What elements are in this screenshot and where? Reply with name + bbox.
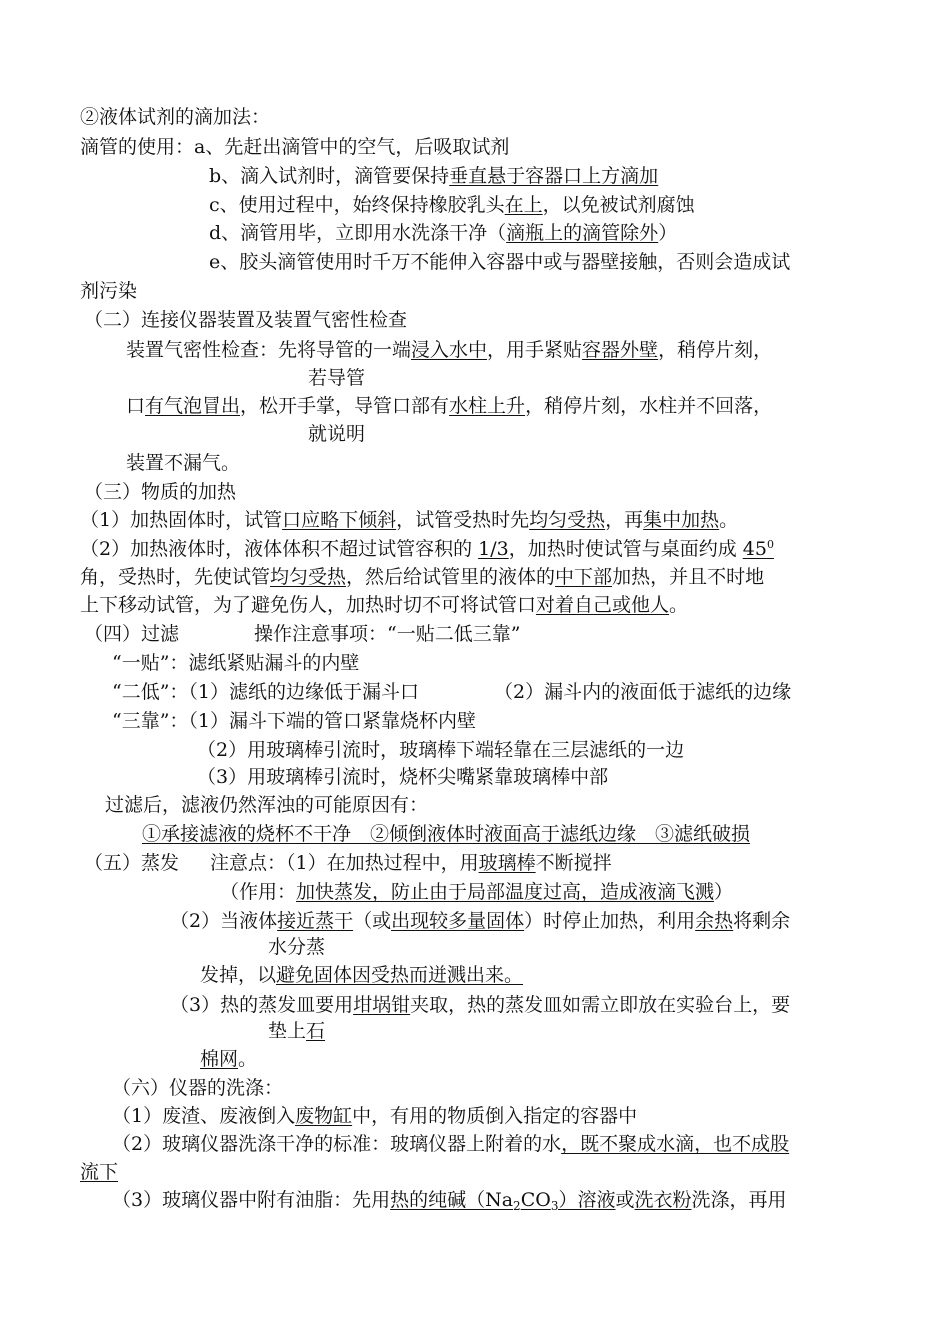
liquid-title (80, 105, 270, 129)
underlined-answer: 余热 (695, 910, 734, 932)
text: d、滴管用毕，立即用水洗涤干净（ (209, 222, 507, 244)
underlined-answer: ，既不聚成水滴，也不成股 (561, 1133, 790, 1155)
text: 就说明 (308, 423, 366, 445)
underlined-answer: 洗衣粉 (634, 1189, 692, 1211)
text: 2 (513, 1199, 521, 1213)
s2-line-1b (308, 366, 365, 390)
text: 上下移动试管，为了避免伤人，加热时切不可将试管口 (80, 594, 537, 616)
s3-line-1 (80, 508, 738, 532)
text: ） (658, 222, 678, 244)
text: e、胶头滴管使用时千万不能伸入容器中或与器壁接触，否则会造成试 (209, 251, 791, 273)
text: 剂污染 (80, 280, 138, 302)
underlined-answer: 棉网 (200, 1048, 239, 1070)
dropper-line-b (209, 164, 658, 188)
s6-line-2b (80, 1160, 118, 1184)
underlined-answer: 均匀受热 (529, 509, 606, 531)
text: 热的纯碱（Na (390, 1189, 514, 1211)
text: ，以免被试剂腐蚀 (542, 194, 695, 216)
text: 若导管 (308, 367, 366, 389)
s2-line-2 (126, 394, 772, 418)
underlined-answer: 容器外壁 (582, 339, 659, 361)
text: 注意点：（1）在加热过程中，用 (210, 852, 479, 874)
section-5-title (84, 851, 179, 875)
text: （2）当液体 (170, 910, 278, 932)
underlined-answer: 废物缸 (295, 1105, 353, 1127)
s4-after (105, 793, 428, 817)
text: 水分蒸 (268, 936, 326, 958)
text: 发掉，以 (200, 964, 277, 986)
section-2-title (84, 308, 407, 332)
text: 。 (238, 1048, 258, 1070)
underlined-answer: 1/3 (478, 538, 509, 560)
text: （或 (353, 910, 392, 932)
underlined-answer (743, 538, 774, 560)
underlined-answer: 坩埚钳 (353, 994, 411, 1016)
s5-line-1 (210, 851, 612, 875)
text: ）溶液 (558, 1189, 616, 1211)
underlined-answer: 口应略下倾斜 (282, 509, 397, 531)
dropper-line-d (209, 221, 677, 245)
section-4-title (84, 622, 179, 646)
text: ）时停止加热，利用 (524, 910, 696, 932)
text: ，再 (605, 509, 644, 531)
text: （2）加热液体时，液体体积不超过试管容积的 (80, 538, 479, 560)
text: 加热，并且不时地 (612, 566, 765, 588)
text: 中，有用的物质倒入指定的容器中 (352, 1105, 638, 1127)
s3-line-2 (80, 537, 774, 561)
text: ，稍停片刻， (658, 339, 773, 361)
text: （3）热的蒸发皿要用 (170, 994, 354, 1016)
text: ，然后给试管里的液体的 (346, 566, 556, 588)
dropper-line-e-cont (80, 279, 137, 303)
s2-line-3 (126, 451, 240, 475)
dropper-line-e (209, 250, 790, 274)
text: “一贴”：滤纸紧贴漏斗的内壁 (112, 652, 360, 674)
underlined-answer (390, 1189, 615, 1211)
s2-line-2b (308, 422, 365, 446)
s4-sankao-3 (197, 765, 608, 789)
text: 。 (719, 509, 739, 531)
s4-reasons (142, 822, 750, 846)
underlined-answer: 避免固体因受热而迸溅出来。 (276, 964, 524, 986)
text: 不断搅拌 (535, 852, 612, 874)
text: 口 (126, 395, 146, 417)
text: （二）连接仪器装置及装置气密性检查 (84, 309, 408, 331)
s4-yitie (112, 651, 359, 675)
s5-line-2 (170, 909, 790, 933)
text: 装置气密性检查：先将导管的一端 (126, 339, 412, 361)
text: “二低”：（1）滤纸的边缘低于漏斗口 (112, 681, 420, 703)
s4-erdi-2 (494, 680, 791, 704)
underlined-answer: 石 (306, 1020, 326, 1042)
text: （作用： (220, 881, 297, 903)
s5-line-3b (268, 1019, 325, 1043)
text: ，用手紧贴 (487, 339, 583, 361)
liquid-title-text: ②液体试剂的滴加法： (80, 106, 271, 128)
underlined-answer: 有气泡冒出 (145, 395, 241, 417)
text: ） (714, 881, 734, 903)
s5-line-3 (170, 993, 790, 1017)
underlined-answer: 水柱上升 (449, 395, 526, 417)
dropper-lead: 滴管的使用： (80, 136, 195, 158)
underlined-answer: 玻璃棒 (478, 852, 536, 874)
text: 垫上 (268, 1020, 307, 1042)
s6-line-3 (112, 1188, 787, 1212)
s5-line-1b (220, 880, 733, 904)
underlined-answer: 对着自己或他人 (536, 594, 670, 616)
text: 0 (766, 538, 774, 551)
underlined-answer: 加快蒸发，防止由于局部温度过高，造成液滴飞溅 (296, 881, 715, 903)
text: （2）漏斗内的液面低于滤纸的边缘 (494, 681, 792, 703)
text: 将剩余 (733, 910, 791, 932)
text: ，稍停片刻，水柱并不回落， (525, 395, 773, 417)
section-6-title (112, 1076, 283, 1100)
text: 洗涤，再用 (691, 1189, 787, 1211)
underlined-answer: 垂直悬于容器口上方滴加 (449, 165, 659, 187)
dropper-item-a: a、先赶出滴管中的空气，后吸取试剂 (194, 136, 510, 158)
s3-line-3 (80, 565, 764, 589)
text: （五）蒸发 (84, 852, 180, 874)
underlined-answer: 在上 (504, 194, 543, 216)
s5-line-3c (200, 1047, 257, 1071)
s3-line-4 (80, 593, 688, 617)
text: 45 (742, 538, 767, 560)
text: ，加热时使试管与桌面约成 (508, 538, 743, 560)
text: 3 (550, 1199, 559, 1213)
text: （2）用玻璃棒引流时，玻璃棒下端轻靠在三层滤纸的一边 (197, 739, 685, 761)
text: “三靠”：（1）漏斗下端的管口紧靠烧杯内壁 (112, 710, 477, 732)
text: （四）过滤 (84, 623, 180, 645)
s4-note (254, 622, 520, 646)
underlined-answer: ①承接滤液的烧杯不干净 ②倾倒液体时液面高于滤纸边缘 ③滤纸破损 (142, 823, 751, 845)
underlined-answer: 均匀受热 (270, 566, 347, 588)
text: （六）仪器的洗涤： (112, 1077, 284, 1099)
underlined-answer: 流下 (80, 1161, 119, 1183)
underlined-answer: 滴瓶上的滴管除外 (506, 222, 659, 244)
text: （3）玻璃仪器中附有油脂：先用 (112, 1189, 391, 1211)
text: 角，受热时，先使试管 (80, 566, 271, 588)
text: b、滴入试剂时，滴管要保持 (209, 165, 450, 187)
text: （1）加热固体时，试管 (80, 509, 283, 531)
s5-line-2b (268, 935, 325, 959)
s4-erdi-1 (112, 680, 419, 704)
underlined-answer: 出现较多量固体 (391, 910, 525, 932)
text: 装置不漏气。 (126, 452, 241, 474)
underlined-answer: 中下部 (555, 566, 613, 588)
underlined-answer: 接近蒸干 (277, 910, 354, 932)
underlined-answer: 集中加热 (643, 509, 720, 531)
s4-sankao-2 (197, 738, 684, 762)
section-3-title (84, 480, 236, 504)
text: （2）玻璃仪器洗涤干净的标准：玻璃仪器上附着的水 (112, 1133, 562, 1155)
s4-sankao-1 (112, 709, 476, 733)
text: （1）废渣、废液倒入 (112, 1105, 296, 1127)
text: CO (520, 1189, 551, 1211)
s5-line-2c (200, 963, 523, 987)
s6-line-2 (112, 1132, 789, 1156)
text: ，松开手掌，导管口部有 (240, 395, 450, 417)
text: 夹取，热的蒸发皿如需立即放在实验台上，要 (410, 994, 791, 1016)
text: ，试管受热时先 (396, 509, 530, 531)
text: （三）物质的加热 (84, 481, 237, 503)
underlined-answer: 浸入水中 (411, 339, 488, 361)
text: （3）用玻璃棒引流时，烧杯尖嘴紧靠玻璃棒中部 (197, 766, 609, 788)
s6-line-1 (112, 1104, 637, 1128)
dropper-line-a (80, 135, 509, 159)
text: 操作注意事项：“一贴二低三靠” (254, 623, 521, 645)
dropper-line-c (209, 193, 695, 217)
text: c、使用过程中，始终保持橡胶乳头 (209, 194, 505, 216)
text: 过滤后，滤液仍然浑浊的可能原因有： (105, 794, 429, 816)
text: 或 (615, 1189, 635, 1211)
s2-line-1 (126, 338, 772, 362)
text: 。 (669, 594, 689, 616)
